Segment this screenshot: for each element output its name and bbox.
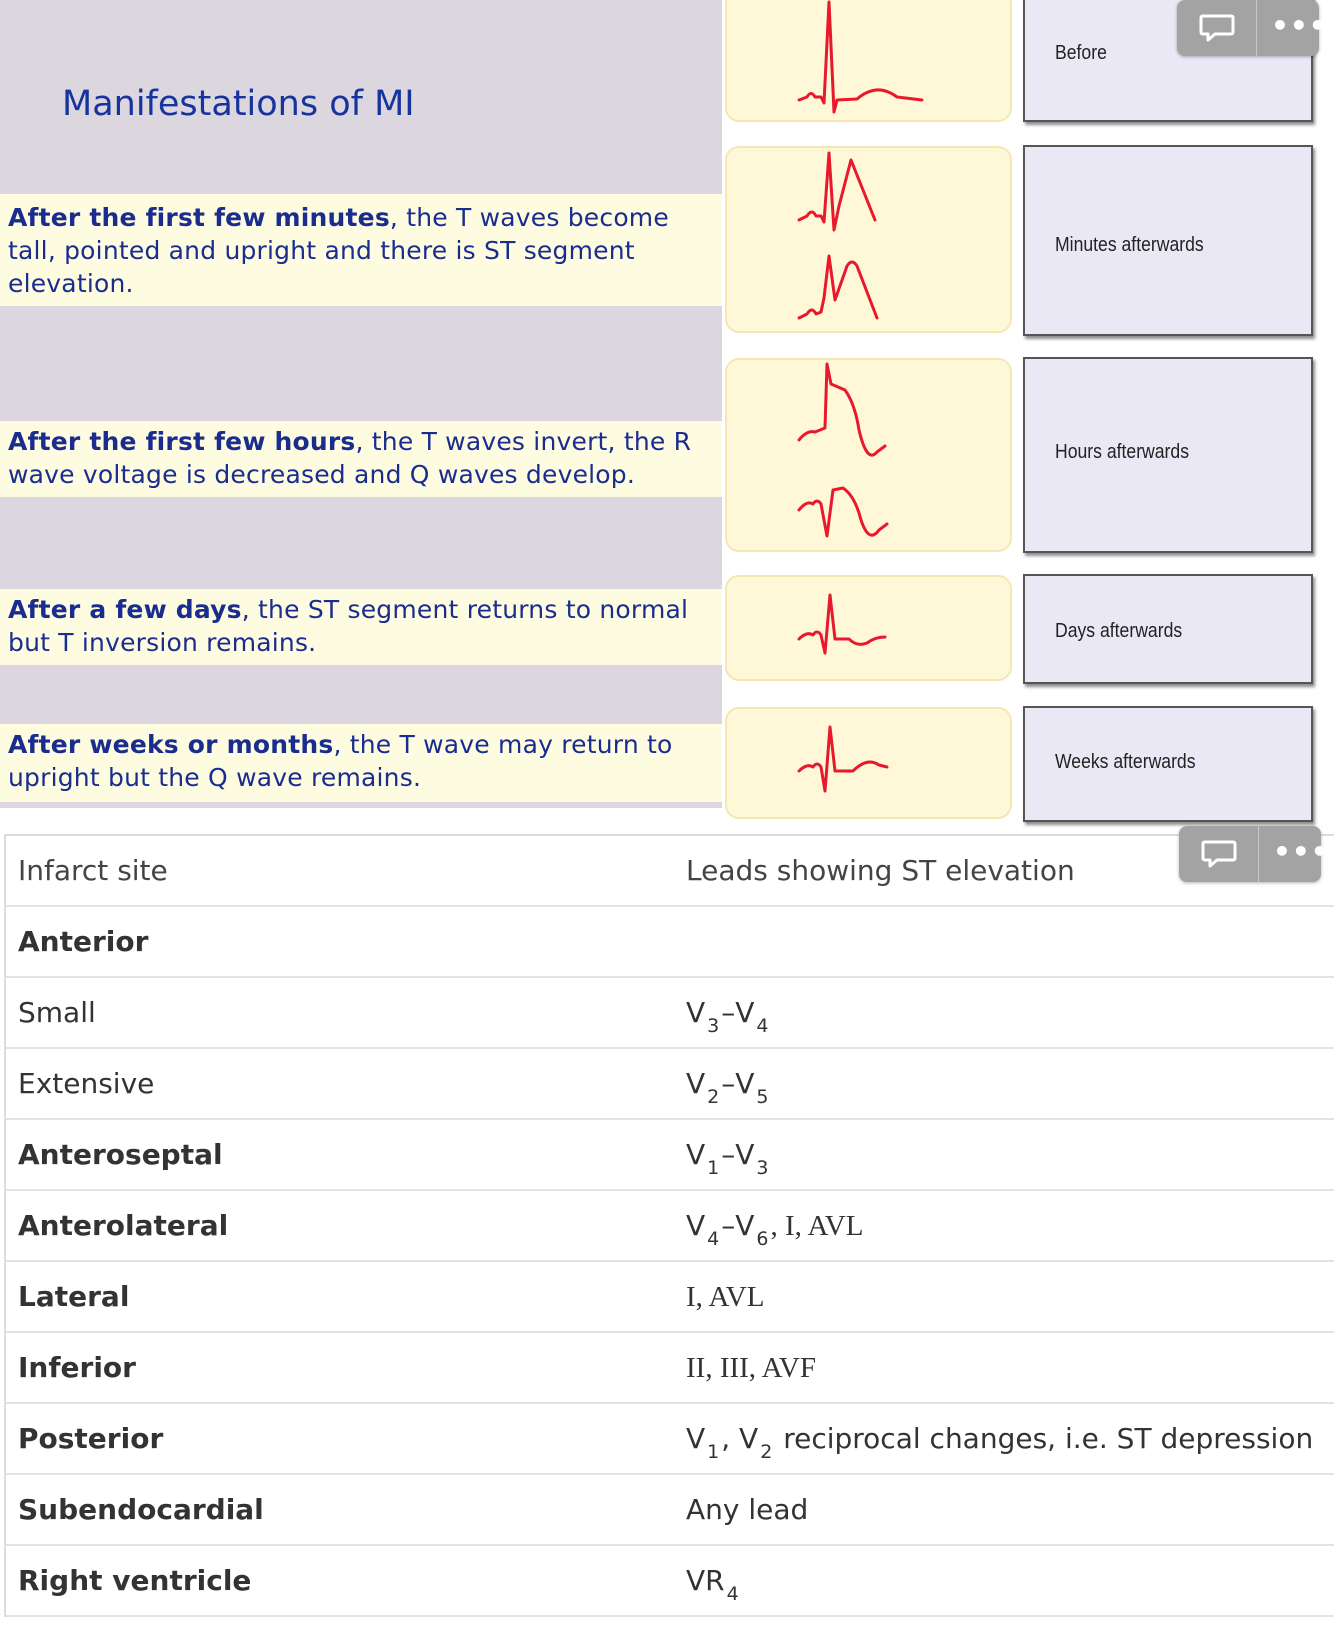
stage-label: Before: [1055, 42, 1107, 64]
image-action-bar: [1177, 0, 1328, 56]
site-cell: Posterior: [18, 1422, 164, 1455]
table-row: [6, 1475, 1334, 1546]
leads-cell: V $_3$–V $_4$: [686, 996, 769, 1037]
site-cell: Anterolateral: [18, 1209, 229, 1242]
stage-label: Minutes afterwards: [1055, 234, 1204, 256]
leads-cell: VR $_4$: [686, 1564, 739, 1605]
leads-cell: V $_4$–V $_6$, I, AVL: [686, 1209, 864, 1250]
table-row: [6, 1546, 1334, 1617]
table-row: [6, 1333, 1334, 1404]
stage-box-minutes: [1023, 145, 1313, 336]
paragraph-days: After a few days, the ST segment returns to normal but T inversion remains.: [8, 595, 689, 657]
ecg-trace-days: [727, 577, 1012, 681]
site-cell: Anteroseptal: [18, 1138, 223, 1171]
stage-box-weeks: [1023, 706, 1313, 822]
table-header-row: [6, 836, 1334, 907]
slide-title: Manifestations of MI: [62, 84, 415, 124]
table-row: [6, 1404, 1334, 1475]
stage-label: Hours afterwards: [1055, 441, 1190, 463]
leads-cell: I, AVL: [686, 1281, 765, 1313]
action-separator: [1256, 0, 1257, 56]
table-row: [6, 1262, 1334, 1333]
header-infarct-site: Infarct site: [18, 854, 168, 887]
leads-cell: V $_2$–V $_5$: [686, 1067, 769, 1108]
ecg-days: [725, 575, 1012, 681]
table-row: [6, 907, 1334, 978]
paragraph-minutes: After the first few minutes, the T waves become tall, pointed and upright and there is ST segment elevation.: [8, 203, 669, 298]
site-cell: Lateral: [18, 1280, 130, 1313]
table-row: [6, 978, 1334, 1049]
site-cell: Anterior: [18, 925, 149, 958]
site-cell: Extensive: [18, 1067, 155, 1100]
more-options-icon[interactable]: •••: [1271, 9, 1328, 42]
header-leads: Leads showing ST elevation: [686, 854, 1075, 887]
stage-label: Days afterwards: [1055, 620, 1183, 642]
site-cell: Inferior: [18, 1351, 136, 1384]
stage-box-hours: [1023, 357, 1313, 553]
comment-icon[interactable]: [1199, 13, 1235, 43]
leads-cell: V $_1$, V $_2$ reciprocal changes, i.e. ST depression: [686, 1422, 1314, 1463]
ecg-before: [725, 0, 1012, 122]
table-row: [6, 1049, 1334, 1120]
table-action-bar: [1179, 826, 1330, 882]
ecg-hours: [725, 358, 1012, 552]
more-options-icon[interactable]: •••: [1273, 835, 1330, 868]
comment-icon[interactable]: [1201, 839, 1237, 869]
ecg-minutes: [725, 146, 1012, 333]
ecg-trace-weeks: [727, 709, 1012, 819]
ecg-trace-before: [727, 0, 1012, 122]
site-cell: Small: [18, 996, 96, 1029]
site-cell: Right ventricle: [18, 1564, 252, 1597]
ecg-trace-minutes: [727, 148, 1012, 333]
leads-cell: II, III, AVF: [686, 1352, 816, 1384]
table-row: [6, 1191, 1334, 1262]
ecg-weeks: [725, 707, 1012, 819]
infarct-site-table: [4, 834, 1334, 1617]
slide-panel: [0, 0, 722, 808]
mi-slide-image: [0, 0, 1334, 808]
stage-box-days: [1023, 574, 1313, 684]
action-separator: [1258, 826, 1259, 882]
ecg-trace-hours: [727, 360, 1012, 552]
paragraph-hours: After the first few hours, the T waves invert, the R wave voltage is decreased and Q waves develop.: [8, 427, 692, 489]
table-row: [6, 1120, 1334, 1191]
leads-cell: Any lead: [686, 1493, 809, 1526]
leads-cell: V $_1$–V $_3$: [686, 1138, 769, 1179]
site-cell: Subendocardial: [18, 1493, 264, 1526]
paragraph-weeks: After weeks or months, the T wave may return to upright but the Q wave remains.: [8, 730, 673, 792]
stage-label: Weeks afterwards: [1055, 751, 1196, 773]
